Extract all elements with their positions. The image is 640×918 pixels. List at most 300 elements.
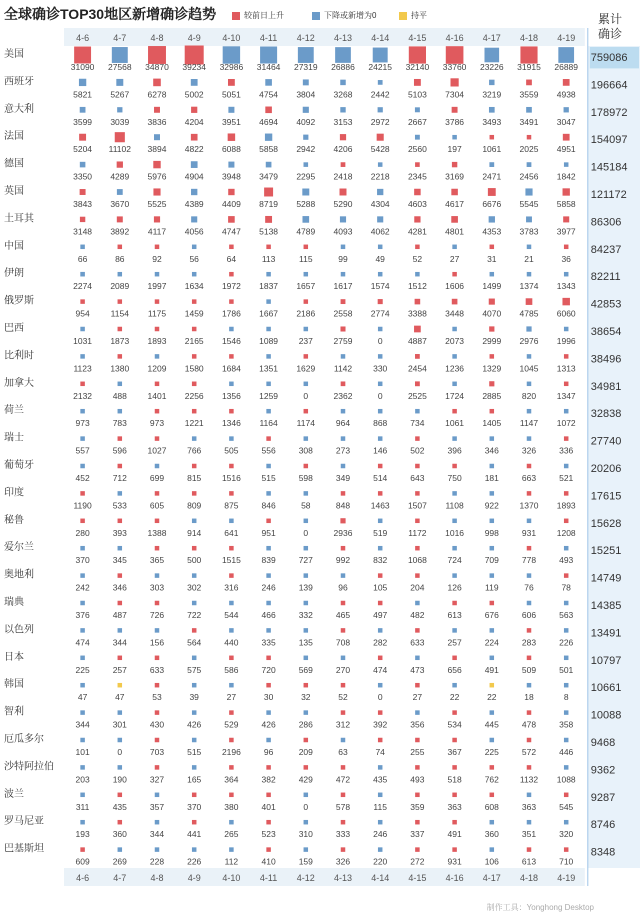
- value-label: 27568: [107, 62, 132, 72]
- value-square: [229, 847, 234, 852]
- value-label: 2942: [296, 144, 316, 155]
- value-label: 320: [559, 829, 574, 840]
- value-label: 156: [149, 637, 165, 648]
- value-label: 586: [224, 664, 239, 675]
- value-label: 1045: [519, 363, 539, 374]
- value-label: 365: [149, 555, 165, 566]
- total-value: 10661: [590, 682, 622, 695]
- value-square: [304, 382, 309, 387]
- value-square: [229, 464, 234, 469]
- value-square: [155, 245, 160, 250]
- value-label: 344: [112, 637, 127, 648]
- value-square: [155, 382, 160, 387]
- value-square: [304, 656, 309, 661]
- value-label: 246: [261, 582, 276, 593]
- value-label: 283: [521, 637, 537, 648]
- value-label: 964: [335, 418, 351, 429]
- value-label: 1154: [110, 308, 129, 319]
- date-header-label: 4-9: [187, 33, 201, 43]
- value-label: 493: [559, 555, 574, 566]
- country-label: 瑞典: [4, 597, 24, 608]
- date-header-label: 4-7: [113, 33, 127, 43]
- value-label: 3843: [73, 199, 93, 209]
- country-label: 爱尔兰: [4, 542, 34, 554]
- value-square: [192, 738, 197, 743]
- value-label: 181: [484, 473, 499, 483]
- value-label: 76: [524, 582, 534, 593]
- value-square: [341, 573, 346, 578]
- value-label: 2362: [333, 390, 353, 401]
- value-label: 39234: [182, 62, 207, 72]
- country-label: 美国: [4, 49, 24, 60]
- value-label: 4281: [407, 226, 427, 237]
- value-square: [527, 245, 532, 250]
- value-square: [155, 847, 160, 852]
- value-square: [266, 382, 271, 387]
- value-square: [489, 162, 494, 167]
- value-label: 2774: [370, 308, 390, 319]
- value-square: [266, 628, 271, 633]
- value-square: [266, 656, 271, 661]
- value-label: 31090: [70, 62, 95, 72]
- value-label: 440: [224, 637, 239, 648]
- value-square: [452, 656, 457, 661]
- value-label: 99: [338, 253, 348, 264]
- value-label: 951: [261, 527, 276, 538]
- value-label: 3804: [296, 89, 316, 100]
- value-label: 363: [447, 801, 462, 812]
- value-label: 2936: [333, 527, 353, 538]
- value-square: [117, 107, 122, 112]
- value-square: [155, 354, 160, 359]
- value-label: 809: [187, 500, 202, 511]
- value-square: [451, 78, 459, 86]
- value-square: [192, 683, 197, 688]
- value-square: [80, 573, 85, 578]
- value-square: [490, 738, 495, 743]
- value-square: [304, 491, 309, 496]
- value-square: [155, 409, 160, 414]
- value-square: [266, 272, 271, 277]
- value-square: [378, 683, 383, 688]
- value-square: [378, 245, 383, 250]
- value-square: [80, 189, 86, 195]
- value-square: [452, 299, 458, 305]
- value-square: [415, 491, 420, 496]
- value-square: [340, 189, 347, 196]
- value-label: 2256: [184, 390, 204, 401]
- value-square: [563, 188, 570, 195]
- value-label: 609: [75, 856, 90, 867]
- value-label: 474: [373, 664, 388, 675]
- value-square: [154, 216, 160, 222]
- value-square: [564, 683, 569, 688]
- value-square: [452, 683, 457, 688]
- value-label: 724: [447, 555, 462, 566]
- value-square: [415, 464, 420, 469]
- value-square: [452, 519, 457, 524]
- value-square: [490, 628, 495, 633]
- value-label: 1459: [184, 308, 204, 319]
- value-label: 392: [373, 719, 388, 730]
- value-label: 1343: [556, 281, 576, 292]
- value-label: 1380: [110, 363, 130, 374]
- value-square: [377, 216, 383, 222]
- value-square: [192, 710, 197, 715]
- value-square: [304, 546, 309, 551]
- value-square: [118, 491, 123, 496]
- value-square: [266, 162, 272, 168]
- value-label: 2295: [296, 171, 316, 182]
- value-label: 27319: [293, 62, 318, 72]
- value-label: 726: [149, 610, 165, 620]
- value-square: [80, 847, 85, 852]
- value-label: 6060: [556, 308, 576, 319]
- value-square: [80, 245, 85, 250]
- value-label: 96: [338, 582, 348, 593]
- value-label: 310: [298, 829, 313, 840]
- date-header-label: 4-8: [150, 33, 164, 43]
- value-label: 533: [112, 500, 127, 511]
- total-value: 38654: [590, 326, 622, 338]
- value-square: [378, 656, 383, 661]
- value-label: 998: [484, 527, 499, 538]
- value-label: 1997: [147, 281, 167, 292]
- value-square: [564, 847, 569, 852]
- value-label: 2196: [221, 747, 241, 757]
- date-header-label: 4-14: [371, 33, 390, 43]
- date-footer-label: 4-10: [222, 873, 241, 883]
- value-label: 357: [149, 801, 165, 812]
- value-label: 220: [373, 856, 388, 867]
- value-square: [488, 188, 496, 196]
- value-square: [304, 354, 309, 359]
- value-square: [452, 382, 457, 387]
- value-square: [80, 820, 85, 825]
- value-label: 2165: [184, 336, 204, 346]
- date-footer-label: 4-8: [150, 873, 164, 883]
- value-label: 3783: [519, 226, 539, 237]
- value-square: [452, 436, 457, 441]
- value-label: 8719: [259, 199, 279, 209]
- value-label: 363: [521, 801, 537, 812]
- value-label: 2186: [296, 308, 316, 319]
- value-square: [564, 162, 569, 167]
- value-square: [452, 464, 457, 469]
- value-label: 1405: [482, 418, 502, 429]
- value-square: [341, 436, 346, 441]
- value-label: 875: [224, 500, 239, 511]
- value-square: [490, 491, 495, 496]
- value-square: [266, 683, 271, 688]
- value-square: [155, 765, 160, 770]
- value-square: [490, 847, 495, 852]
- value-label: 491: [484, 664, 499, 675]
- value-label: 1132: [519, 774, 539, 785]
- value-square: [304, 245, 309, 250]
- value-square: [562, 298, 569, 305]
- value-label: 4289: [110, 171, 130, 182]
- value-square: [298, 47, 314, 63]
- value-label: 1174: [296, 418, 315, 429]
- value-square: [527, 354, 532, 359]
- value-square: [80, 765, 85, 770]
- value-label: 3836: [147, 116, 167, 127]
- value-label: 529: [224, 719, 239, 730]
- value-square: [118, 765, 123, 770]
- value-label: 56: [189, 253, 199, 264]
- country-label: 瑞士: [4, 432, 24, 444]
- value-label: 31: [487, 253, 497, 264]
- date-footer-label: 4-9: [187, 873, 201, 883]
- value-square: [452, 245, 457, 250]
- value-label: 820: [521, 390, 537, 401]
- value-square: [415, 628, 420, 633]
- value-square: [377, 134, 384, 141]
- value-square: [452, 162, 457, 167]
- value-label: 783: [112, 418, 127, 429]
- value-label: 1516: [221, 473, 241, 483]
- value-label: 337: [410, 829, 425, 840]
- value-square: [527, 272, 532, 277]
- value-square: [115, 132, 125, 142]
- value-square: [303, 107, 309, 113]
- value-square: [490, 683, 495, 688]
- value-square: [118, 245, 123, 250]
- value-label: 1356: [221, 390, 241, 401]
- value-square: [118, 793, 123, 798]
- value-label: 63: [338, 747, 348, 757]
- value-square: [378, 738, 383, 743]
- value-label: 445: [484, 719, 499, 730]
- value-square: [564, 573, 569, 578]
- value-label: 465: [335, 610, 351, 620]
- total-value: 8348: [590, 846, 616, 859]
- value-square: [191, 107, 197, 113]
- value-square: [118, 738, 123, 743]
- value-square: [490, 354, 495, 359]
- value-label: 1027: [147, 445, 167, 456]
- value-square: [118, 573, 123, 578]
- value-label: 750: [447, 473, 462, 483]
- value-label: 1221: [184, 418, 204, 429]
- value-square: [378, 162, 383, 167]
- value-label: 349: [335, 473, 351, 483]
- value-label: 441: [187, 829, 202, 840]
- value-square: [378, 299, 383, 304]
- value-label: 96: [263, 747, 274, 757]
- value-square: [415, 793, 420, 798]
- value-square: [118, 299, 123, 304]
- value-square: [340, 216, 346, 222]
- value-label: 709: [484, 555, 499, 566]
- value-label: 113: [261, 253, 276, 264]
- value-label: 502: [410, 445, 425, 456]
- value-label: 712: [112, 473, 127, 483]
- value-square: [191, 79, 198, 86]
- value-square: [191, 216, 197, 222]
- value-square: [341, 491, 346, 496]
- country-label: 智利: [4, 706, 24, 718]
- country-label: 俄罗斯: [4, 295, 34, 307]
- country-label: 英国: [4, 186, 24, 197]
- value-square: [304, 299, 309, 304]
- total-value: 121172: [590, 189, 627, 201]
- value-label: 556: [261, 445, 276, 456]
- value-label: 64: [226, 253, 237, 264]
- value-square: [527, 382, 532, 387]
- value-square: [118, 382, 123, 387]
- value-square: [260, 46, 277, 63]
- total-value: 13491: [590, 627, 622, 640]
- value-square: [415, 519, 420, 524]
- value-label: 3951: [221, 116, 241, 127]
- value-label: 257: [112, 664, 127, 675]
- value-label: 1068: [407, 555, 427, 566]
- value-square: [564, 436, 569, 441]
- value-label: 473: [410, 664, 425, 675]
- value-label: 1499: [482, 281, 502, 292]
- value-label: 1313: [556, 363, 576, 374]
- value-label: 246: [373, 829, 388, 840]
- total-value: 178972: [590, 106, 628, 119]
- value-label: 446: [559, 747, 574, 757]
- value-square: [304, 464, 309, 469]
- value-label: 1374: [519, 281, 539, 292]
- value-square: [304, 847, 309, 852]
- value-label: 1236: [445, 363, 465, 374]
- value-square: [563, 134, 570, 141]
- value-label: 115: [373, 801, 387, 812]
- value-square: [452, 409, 457, 414]
- value-square: [527, 847, 532, 852]
- value-square: [154, 107, 160, 113]
- value-label: 0: [377, 692, 383, 703]
- value-square: [415, 272, 420, 277]
- value-label: 66: [77, 253, 88, 264]
- value-label: 676: [484, 610, 499, 620]
- value-label: 0: [303, 390, 309, 401]
- total-value: 9362: [590, 764, 616, 777]
- value-label: 53: [152, 692, 162, 703]
- value-square: [452, 738, 457, 743]
- value-label: 1209: [147, 363, 167, 374]
- value-square: [563, 216, 569, 222]
- value-square: [264, 188, 273, 197]
- value-label: 557: [75, 445, 90, 456]
- value-label: 519: [373, 527, 388, 538]
- value-label: 6278: [147, 89, 167, 100]
- value-square: [266, 820, 271, 825]
- value-label: 1401: [147, 390, 167, 401]
- value-square: [302, 189, 309, 196]
- value-label: 608: [484, 801, 499, 812]
- value-label: 474: [75, 637, 90, 648]
- value-label: 0: [377, 390, 383, 401]
- date-header-label: 4-19: [557, 33, 576, 43]
- value-square: [118, 710, 123, 715]
- value-label: 846: [261, 500, 276, 511]
- value-label: 1837: [259, 281, 279, 292]
- value-square: [118, 656, 123, 661]
- country-label: 法国: [4, 131, 24, 143]
- value-square: [341, 847, 346, 852]
- value-square: [304, 820, 309, 825]
- value-label: 2089: [110, 281, 130, 292]
- value-label: 497: [373, 610, 388, 620]
- value-square: [117, 189, 123, 195]
- value-square: [155, 327, 160, 332]
- value-label: 430: [149, 719, 165, 730]
- value-label: 4092: [296, 116, 316, 127]
- value-square: [229, 601, 234, 606]
- value-label: 596: [112, 445, 127, 456]
- value-square: [564, 464, 569, 469]
- value-label: 4056: [184, 226, 204, 237]
- date-footer-label: 4-15: [408, 873, 427, 883]
- date-footer-label: 4-19: [557, 873, 576, 883]
- value-square: [527, 656, 532, 661]
- value-label: 3047: [556, 116, 576, 127]
- country-label: 韩国: [4, 679, 24, 691]
- value-square: [229, 409, 234, 414]
- value-square: [266, 519, 271, 524]
- value-label: 523: [261, 829, 276, 840]
- value-square: [228, 216, 235, 223]
- value-square: [155, 519, 160, 524]
- value-label: 5858: [259, 144, 279, 155]
- value-square: [80, 519, 85, 524]
- value-square: [80, 327, 85, 332]
- value-square: [266, 409, 271, 414]
- value-label: 727: [298, 555, 313, 566]
- value-square: [80, 656, 85, 661]
- value-label: 5525: [147, 199, 167, 209]
- value-square: [192, 519, 197, 524]
- value-label: 487: [112, 610, 127, 620]
- value-label: 633: [410, 637, 425, 648]
- value-label: 32986: [219, 62, 244, 72]
- value-label: 105: [373, 582, 388, 593]
- country-label: 巴基斯坦: [4, 843, 44, 855]
- value-square: [229, 436, 234, 441]
- value-square: [155, 738, 160, 743]
- value-square: [452, 573, 457, 578]
- value-square: [80, 354, 85, 359]
- value-square: [558, 47, 574, 63]
- value-square: [155, 573, 160, 578]
- value-label: 1072: [556, 418, 576, 429]
- value-label: 272: [410, 856, 425, 867]
- value-label: 326: [521, 445, 537, 456]
- value-square: [155, 272, 160, 277]
- value-label: 203: [75, 774, 90, 785]
- value-label: 1061: [445, 418, 465, 429]
- value-square: [118, 683, 123, 688]
- value-label: 3448: [445, 308, 465, 319]
- value-square: [340, 326, 345, 331]
- value-square: [341, 656, 346, 661]
- value-label: 0: [303, 801, 309, 812]
- value-square: [378, 573, 383, 578]
- value-label: 5858: [556, 199, 576, 209]
- value-label: 1172: [408, 527, 427, 538]
- value-label: 1996: [556, 336, 576, 346]
- value-label: 1190: [73, 500, 92, 511]
- value-square: [192, 272, 197, 277]
- value-square: [228, 162, 234, 168]
- value-square: [266, 327, 271, 332]
